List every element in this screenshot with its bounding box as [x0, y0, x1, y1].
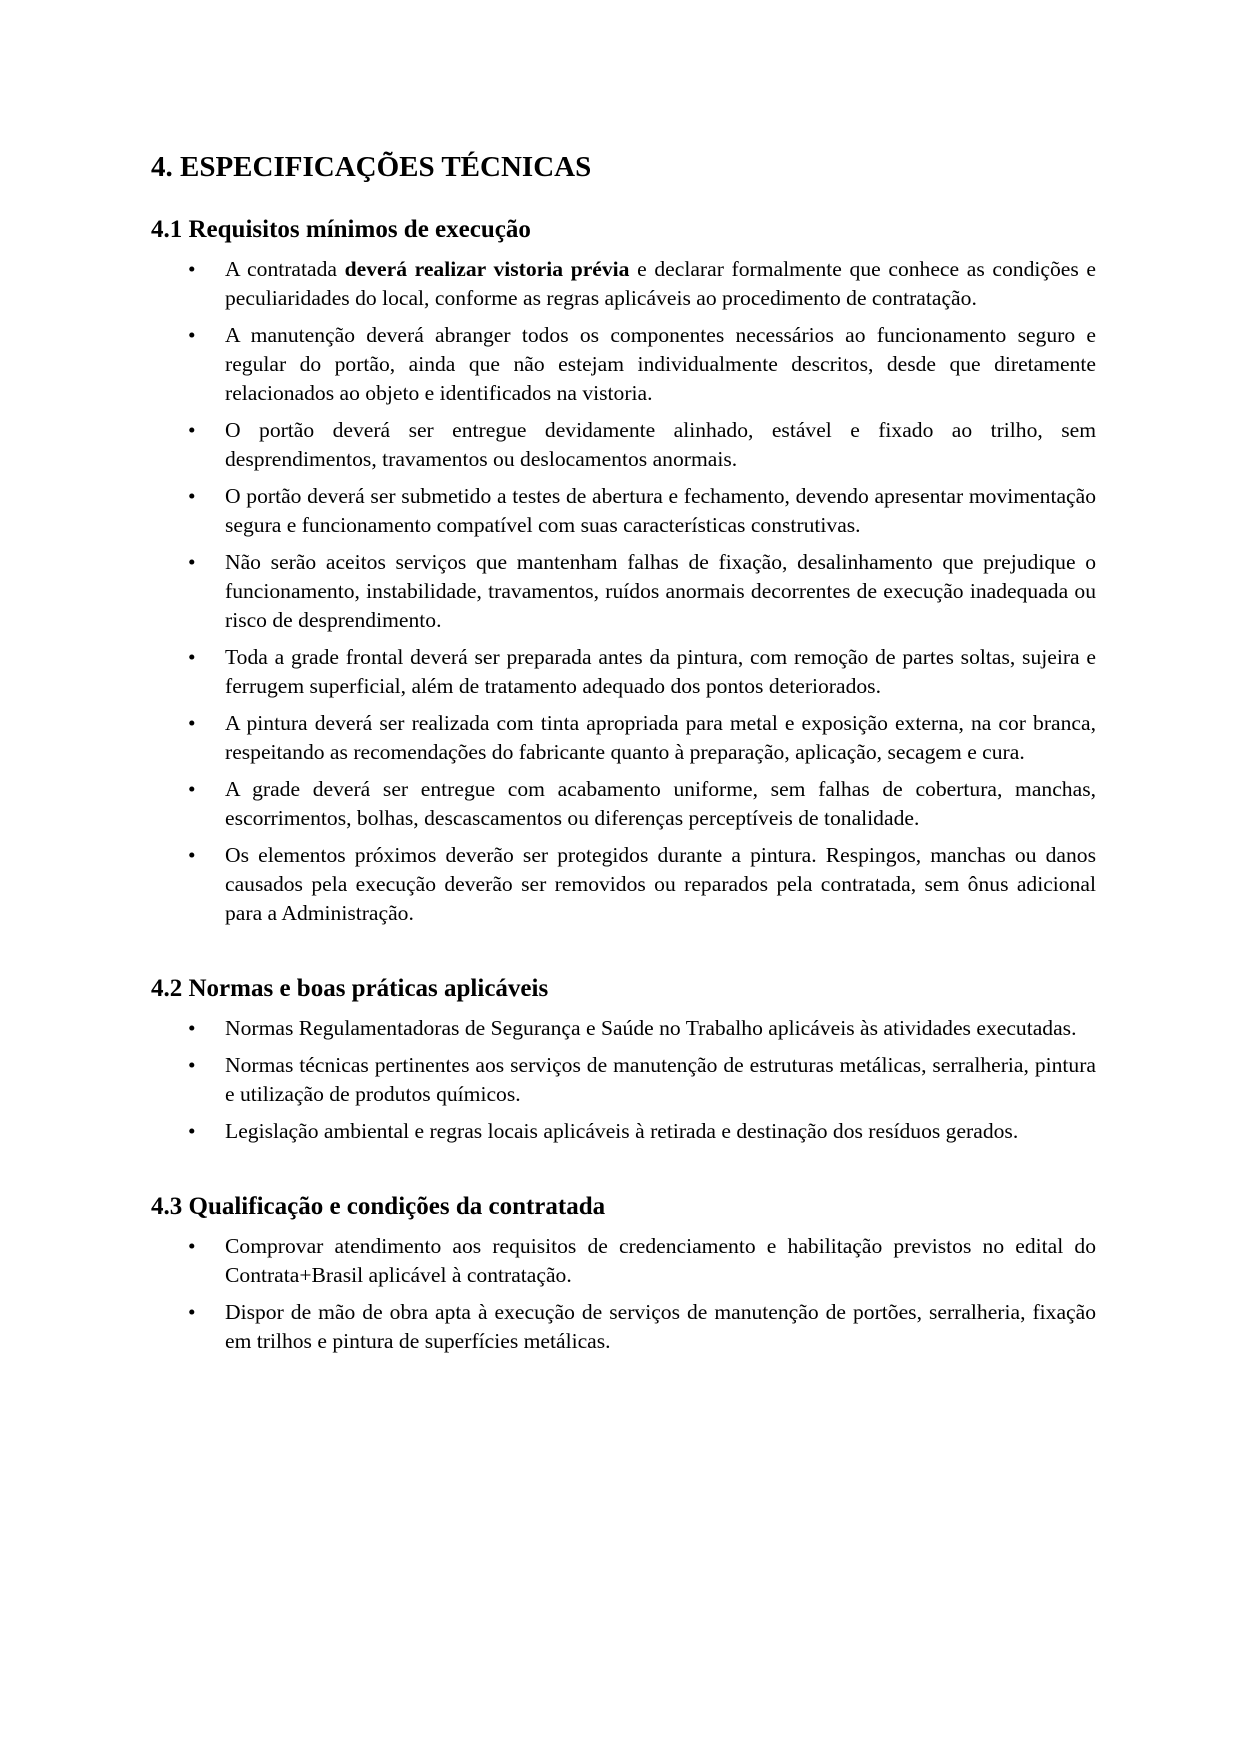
bullet-icon: •	[188, 483, 196, 508]
section-heading: 4.1 Requisitos mínimos de execução	[151, 215, 531, 243]
list-item: • Comprovar atendimento aos requisitos de credenciamento e habilitação previstos no edital do Contrata+Brasil aplicável à contratação.	[188, 1233, 1096, 1287]
bullet-icon: •	[188, 1233, 196, 1258]
bullet-list	[151, 1014, 1096, 1146]
list-item: • Os elementos próximos deverão ser protegidos durante a pintura. Respingos, manchas ou danos causados pela execução deverão ser removidos ou reparados pela contratada, sem ônus adicional para a Administração.	[188, 842, 1096, 925]
list-item: • Dispor de mão de obra apta à execução de serviços de manutenção de portões, serralheria, fixação em trilhos e pintura de superfícies metálicas.	[188, 1299, 1096, 1353]
list-item: • Toda a grade frontal deverá ser preparada antes da pintura, com remoção de partes soltas, sujeira e ferrugem superficial, além de tratamento adequado dos pontos deteriorados.	[188, 644, 1096, 698]
bullet-icon: •	[188, 842, 196, 867]
bullet-icon: •	[188, 549, 196, 574]
list-item: • Legislação ambiental e regras locais aplicáveis à retirada e destinação dos resíduos gerados.	[151, 1117, 1096, 1146]
page-title: 4. ESPECIFICAÇÕES TÉCNICAS	[151, 151, 592, 183]
bullet-icon: •	[188, 710, 196, 735]
bullet-icon: •	[188, 1118, 196, 1143]
section-spacer	[151, 936, 1096, 974]
bullet-list	[151, 1232, 1096, 1356]
bullet-list	[151, 255, 1096, 928]
list-item: • A contratada deverá realizar vistoria prévia e declarar formalmente que conhece as condições e peculiaridades do local, conforme as regras aplicáveis ao procedimento de contratação.	[188, 256, 1096, 310]
list-item: • A manutenção deverá abranger todos os componentes necessários ao funcionamento seguro e regular do portão, ainda que não estejam individualmente descritos, desde que diretamente relacionados ao objeto e identificados na vistoria.	[188, 322, 1096, 405]
bullet-icon: •	[188, 1052, 196, 1077]
list-item: • Normas Regulamentadoras de Segurança e Saúde no Trabalho aplicáveis às atividades executadas.	[151, 1014, 1096, 1043]
sections-container	[151, 215, 1096, 1356]
list-item: • O portão deverá ser submetido a testes de abertura e fechamento, devendo apresentar movimentação segura e funcionamento compatível com suas características construtivas.	[188, 483, 1096, 537]
bullet-icon: •	[188, 1299, 196, 1324]
section-spacer	[151, 1154, 1096, 1192]
list-item: • O portão deverá ser entregue devidamente alinhado, estável e fixado ao trilho, sem desprendimentos, travamentos ou deslocamentos anormais.	[188, 417, 1096, 471]
section-heading: 4.2 Normas e boas práticas aplicáveis	[151, 974, 549, 1002]
section-heading: 4.3 Qualificação e condições da contratada	[151, 1192, 606, 1220]
list-item: • Normas técnicas pertinentes aos serviços de manutenção de estruturas metálicas, serralheria, pintura e utilização de produtos químicos.	[188, 1052, 1096, 1106]
bullet-icon: •	[188, 256, 196, 281]
list-item: • Não serão aceitos serviços que mantenham falhas de fixação, desalinhamento que prejudique o funcionamento, instabilidade, travamentos, ruídos anormais decorrentes de execução inadequada ou risco de desprendimento.	[188, 549, 1096, 632]
bullet-icon: •	[188, 417, 196, 442]
bullet-icon: •	[188, 322, 196, 347]
bullet-icon: •	[188, 1015, 196, 1040]
document-content	[151, 150, 1096, 1364]
bullet-icon: •	[188, 644, 196, 669]
bullet-icon: •	[188, 776, 196, 801]
list-item: • A pintura deverá ser realizada com tinta apropriada para metal e exposição externa, na cor branca, respeitando as recomendações do fabricante quanto à preparação, aplicação, secagem e cura.	[188, 710, 1096, 764]
emphasized-text: deverá realizar vistoria prévia	[344, 256, 630, 281]
list-item: • A grade deverá ser entregue com acabamento uniforme, sem falhas de cobertura, manchas, escorrimentos, bolhas, descascamentos ou diferenças perceptíveis de tonalidade.	[188, 776, 1096, 830]
